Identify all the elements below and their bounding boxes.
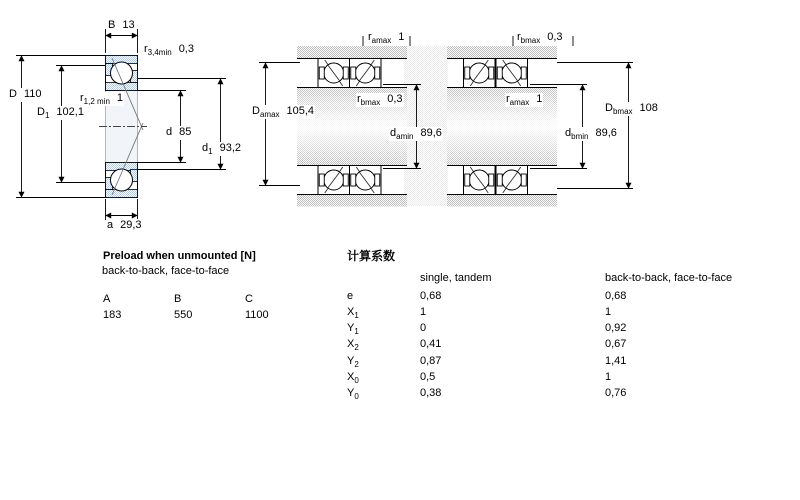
preload-header-row — [103, 293, 316, 306]
mounting-diagram-1 — [259, 36, 421, 207]
dim-d-label: d 85 — [166, 126, 192, 138]
factors-col2-header: back-to-back, face-to-face — [605, 272, 733, 284]
dim-damin-label: $d_{amin}$ 89,6 — [390, 127, 442, 141]
dim-ramax-label-1: $r_{amax}$ 1 — [368, 31, 405, 45]
shaft-gap-strip — [404, 46, 448, 206]
factor-row-X1: $X_1$ 1 1 — [347, 306, 612, 320]
factors-col1-header: single, tandem — [420, 272, 492, 284]
factor-row-X2: $X_2$ 0,41 0,67 — [347, 338, 627, 352]
preload-col-C: C — [245, 293, 253, 305]
preload-value-B: 550 — [174, 309, 193, 321]
dim-D1-label: $D_1$ 102,1 — [37, 106, 84, 120]
dim-Damax-label: $D_{amax}$ 105,4 — [252, 105, 315, 119]
dim-d1-label: $d_1$ 93,2 — [202, 142, 241, 156]
dim-D-label: D 110 — [9, 88, 42, 100]
preload-value-C: 1100 — [245, 309, 269, 321]
preload-value-row — [103, 309, 316, 322]
factor-row-Y0: $Y_0$ 0,38 0,76 — [347, 387, 627, 401]
preload-col-B: B — [174, 293, 182, 305]
factor-row-e: e 0,68 0,68 — [347, 290, 627, 302]
dim-rbmax-label-2: $r_{bmax}$ 0,3 — [517, 31, 563, 45]
dim-rbmax-label-1: $r_{bmax}$ 0,3 — [357, 93, 403, 107]
dim-r12-label: $r_{1,2 min}$ 1 — [80, 92, 124, 106]
dim-B-label: B 13 — [108, 19, 135, 31]
single-bearing-section — [99, 56, 147, 198]
factor-row-Y1: $Y_1$ 0 0,92 — [347, 322, 627, 336]
dim-a-label: a 29,3 — [107, 219, 142, 231]
factor-row-X0: $X_0$ 0,5 1 — [347, 371, 612, 385]
factors-table-title: 计算系数 — [347, 249, 396, 263]
factor-row-Y2: $Y_2$ 0,87 1,41 — [347, 355, 627, 369]
preload-table-subtitle: back-to-back, face-to-face — [102, 265, 230, 277]
preload-table-title: Preload when unmounted [N] — [103, 250, 256, 262]
preload-col-A: A — [103, 293, 111, 305]
dim-ramax-label-2: $r_{amax}$ 1 — [506, 93, 543, 107]
dim-r34-label: $r_{3,4min}$ 0,3 — [144, 43, 194, 57]
preload-value-A: 183 — [103, 309, 122, 321]
dim-Dbmax-label: $D_{bmax}$ 108 — [605, 102, 658, 116]
dim-dbmin-label: $d_{bmin}$ 89,6 — [565, 127, 617, 141]
mounting-diagram-2 — [447, 36, 633, 207]
